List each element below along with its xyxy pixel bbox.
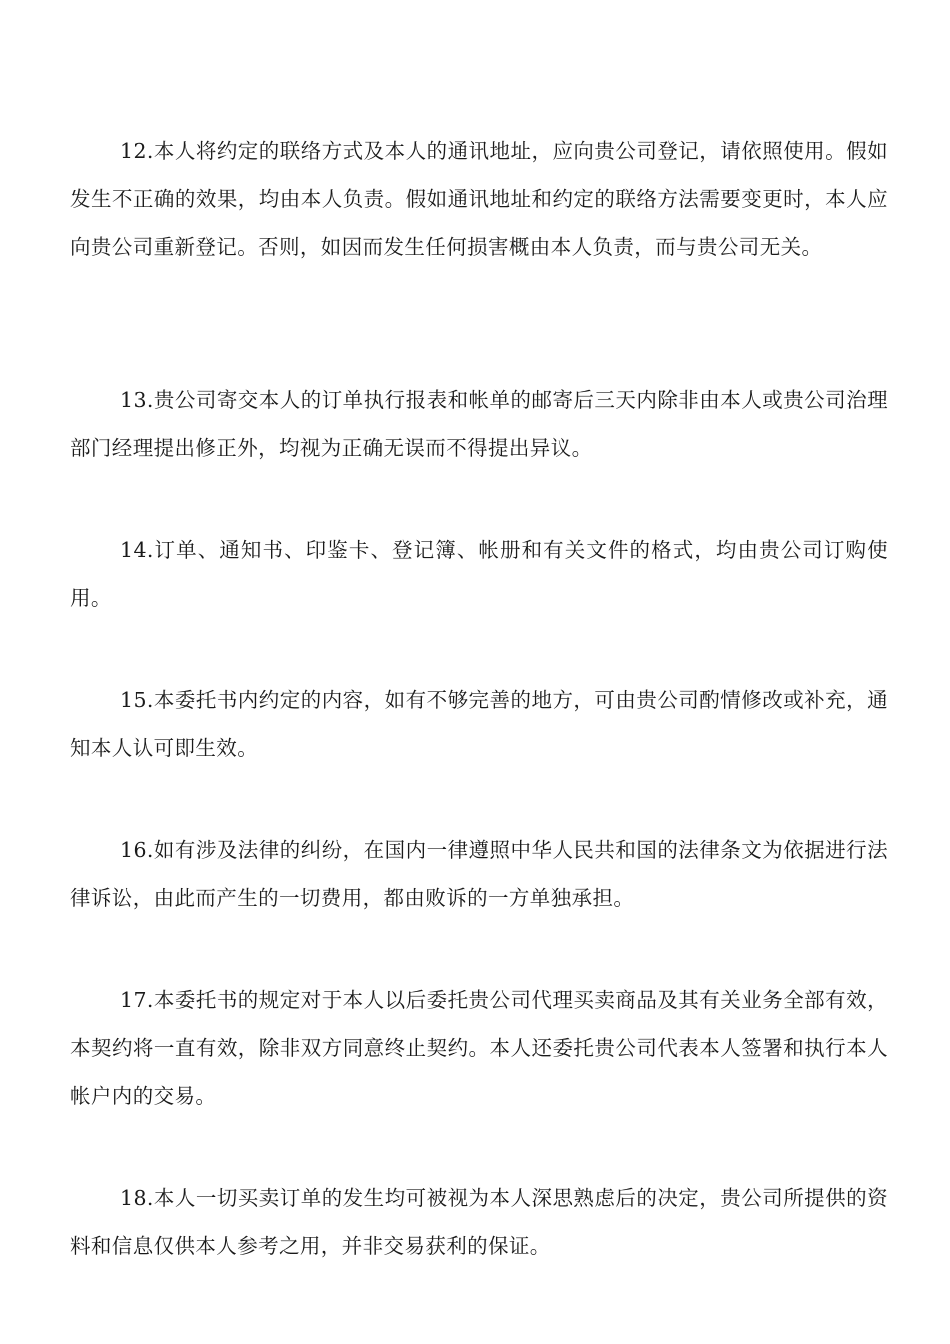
clause-number: 12. bbox=[120, 139, 154, 163]
clause-13 bbox=[70, 376, 888, 472]
clause-text: 如有涉及法律的纠纷，在国内一律遵照中华人民共和国的法律条文为依据进行法律诉讼，由此而产生的一切费用，都由败诉的一方单独承担。 bbox=[70, 838, 888, 910]
clause-number: 18. bbox=[120, 1186, 154, 1210]
clause-15 bbox=[70, 676, 888, 772]
clause-number: 14. bbox=[120, 538, 154, 562]
clause-12 bbox=[70, 127, 888, 271]
clause-text: 订单、通知书、印鉴卡、登记簿、帐册和有关文件的格式，均由贵公司订购使用。 bbox=[70, 538, 888, 610]
clause-text: 本人将约定的联络方式及本人的通讯地址，应向贵公司登记，请依照使用。假如发生不正确的效果，均由本人负责。假如通讯地址和约定的联络方法需要变更时，本人应向贵公司重新登记。否则，如因而发生任何损害概由本人负责，而与贵公司无关。 bbox=[70, 139, 888, 259]
clause-text: 本委托书内约定的内容，如有不够完善的地方，可由贵公司酌情修改或补充，通知本人认可即生效。 bbox=[70, 688, 888, 760]
clause-14 bbox=[70, 526, 888, 622]
clause-text: 本人一切买卖订单的发生均可被视为本人深思熟虑后的决定，贵公司所提供的资料和信息仅供本人参考之用，并非交易获利的保证。 bbox=[70, 1186, 888, 1258]
clause-number: 16. bbox=[120, 838, 154, 862]
clause-number: 17. bbox=[120, 988, 154, 1012]
clause-number: 15. bbox=[120, 688, 154, 712]
clause-text: 贵公司寄交本人的订单执行报表和帐单的邮寄后三天内除非由本人或贵公司治理部门经理提出修正外，均视为正确无误而不得提出异议。 bbox=[70, 388, 888, 460]
clause-16 bbox=[70, 826, 888, 922]
clause-number: 13. bbox=[120, 388, 154, 412]
clause-17 bbox=[70, 976, 888, 1120]
clause-text: 本委托书的规定对于本人以后委托贵公司代理买卖商品及其有关业务全部有效，本契约将一直有效，除非双方同意终止契约。本人还委托贵公司代表本人签署和执行本人帐户内的交易。 bbox=[70, 988, 888, 1108]
clause-18 bbox=[70, 1174, 888, 1270]
